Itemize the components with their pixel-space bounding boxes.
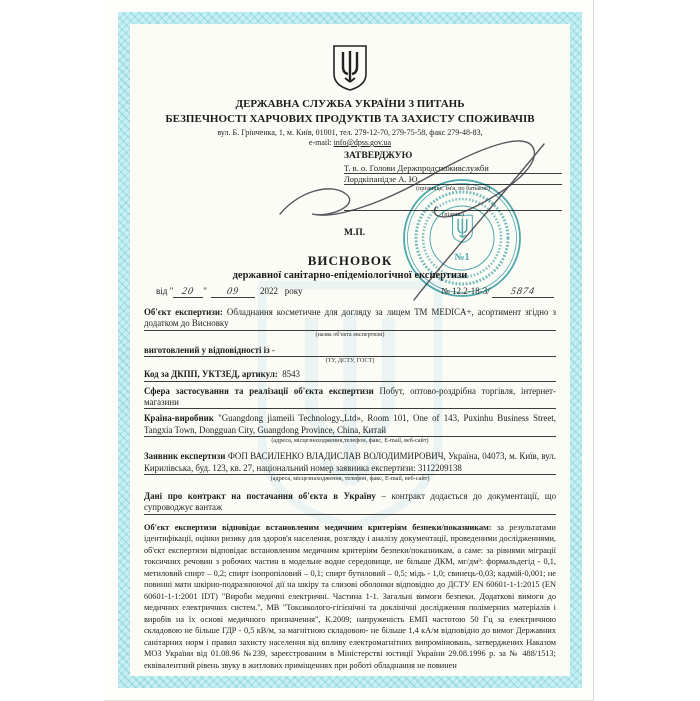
- date-number-row: [156, 286, 554, 298]
- field-applicant: [144, 451, 556, 475]
- document-subtitle: державної санітарно-епідеміологічної експертизи: [232, 270, 468, 281]
- approval-position: Т. в. о. Голови Держпродспоживслужби: [344, 163, 562, 174]
- form-fields: [144, 307, 556, 671]
- document-title: ВИСНОВОК: [307, 253, 393, 268]
- field-object-label: Об'єкт експертизи:: [144, 307, 223, 317]
- field-applicant-value: ФОП ВАСИЛЕНКО ВЛАДИСЛАВ ВОЛОДИМИРОВИЧ, Україна, 04073, м. Київ, вул. Кирилівська, буд. 123, кв. 27, національний номер заявника експертизи: 3112209138: [144, 451, 557, 473]
- seal-place-label: М.П.: [344, 228, 366, 238]
- agency-name-line1: ДЕРЖАВНА СЛУЖБА УКРАЇНИ З ПИТАНЬ: [235, 98, 465, 110]
- field-applicant-caption: (адреса, місцезнаходження, телефон, факс, E-mail, веб-сайт): [270, 475, 430, 483]
- field-accordance-label: виготовлений у відповідності із: [144, 344, 270, 355]
- agency-email-line: [130, 138, 570, 147]
- number-label: № 12.2-18-3/: [441, 286, 490, 296]
- field-object-caption: (назва об'єкта експертизи): [315, 330, 385, 338]
- field-scope-label: Сфера застосування та реалізації об'єкта експертизи: [144, 385, 374, 396]
- field-contract: [144, 491, 556, 515]
- field-object: [144, 307, 556, 331]
- field-scope-value: Побут, оптово-роздрібна торгівля, інтернет-магазини: [144, 385, 556, 408]
- field-accordance: [144, 345, 556, 357]
- field-scope: [144, 386, 556, 410]
- email-address: info@dpss.gov.ua: [333, 138, 392, 147]
- agency-name-line2: БЕЗПЕЧНОСТІ ХАРЧОВИХ ПРОДУКТІВ ТА ЗАХИСТУ СПОЖИВАЧІВ: [165, 113, 535, 125]
- field-code-value: 8543: [282, 369, 300, 380]
- field-manufacturer-value: "Guangdong jiameili Technology.,Ltd», Room 101, One of 143, Puxinhu Business Street, Tangxia Town, Dongguan City, Guangdong Province, China, Китай: [144, 413, 556, 435]
- date-day-handwritten: 20: [181, 286, 196, 297]
- certificate-border-frame: [118, 12, 582, 688]
- date-quote: ": [203, 286, 207, 296]
- field-code: [144, 369, 556, 381]
- date-year: 2022: [259, 286, 278, 296]
- agency-address: вул. Б. Грінченка, 1, м. Київ, 01001, тел. 279-12-70, 279-75-58, факс 279-48-83,: [217, 128, 483, 137]
- approval-title: ЗАТВЕРДЖУЮ: [344, 151, 413, 161]
- date-month-handwritten: 09: [226, 286, 241, 297]
- field-code-label: Код за ДКПП, УКТЗЕД, артикул:: [144, 369, 278, 380]
- date-suffix: року: [284, 286, 303, 296]
- field-manufacturer: [144, 413, 556, 437]
- field-accordance-value: -: [271, 344, 275, 355]
- assessment-paragraph: [144, 522, 556, 672]
- field-object-value: Обладнання косметичне для догляду за лицем ТМ MEDICA+, асортимент згідно з додатком до Висновку: [144, 307, 557, 329]
- approval-name: Лордкіпанідзе А. Ю.: [344, 174, 562, 185]
- field-manufacturer-label: Країна-виробник: [144, 413, 214, 424]
- number-group: [441, 286, 554, 298]
- assessment-label: Об'єкт експертизи відповідає встановленим медичним критеріям безпеки/показникам:: [144, 522, 492, 532]
- field-applicant-label: Заявник експертизи: [144, 451, 226, 462]
- email-label: e-mail:: [308, 138, 332, 147]
- field-contract-value: – контракт додається до документації, що супроводжує вантаж: [144, 491, 557, 513]
- field-contract-label: Дані про контракт на постачання об'єкта в Україну: [144, 491, 376, 502]
- field-accordance-caption: (ТУ, ДСТУ, ГОСТ): [325, 357, 375, 365]
- date-prefix: від ": [156, 286, 174, 296]
- stamp-number: №1: [454, 252, 470, 263]
- signature-caption: (підпис): [442, 211, 464, 218]
- ukraine-trident-emblem-icon: [130, 44, 570, 92]
- approval-name-caption: (прізвище, ім'я, по батькові): [416, 185, 490, 192]
- number-handwritten: 5874: [510, 286, 536, 297]
- assessment-text: за результатами ідентифікації, оцінки ризику для здоров'я населення, розгляду і аналізу документації, проведеними дослідженнями, об'єкт експертизи відповідає встановленим медичним критеріям безпеки/показникам, а саме: за рівнями міграції токсичних речовин з робочих частин в модельне водне середовище, не більше ДКМ, мг/дм³: формальдегід - 0,1, метиловий спирт – 0,2; спирт ізопропіловий – 0,1; спирт бутиловий – 0,5; мідь - 1,0; свинець-0,03; кадмій-0,001; не повинні мати шкірно-подразнюючої дії на шкіру та слизові оболонки відповідно до ДСТУ EN 60601-1-1:2015 (EN 60601-1-1:2001 IDT) "Вироби медичні електричні. Частина 1-1. Загальні вимоги безпеки. Додаткові вимоги до медичних електричних систем.", МВ "Токсиколого-гігієнічні та доклінічні дослідження полімерних матеріалів і виробів на їх основі медичного призначення", К.2009; напруженість ЕМП частотою 50 Гц за електричною складовою не більше ГДР - 0,5 кВ/м, за магнітною складовою- не більше 1,4 кА/м відповідно до вимог Державних санітарних норм і правил захисту населення від впливу електромагнітних випромінювань, затверджених Наказом МОЗ України від 01.08.96 №239, зареєстрованим в Міністерстві юстиції України 29.08.1996 р. за № 488/1513; еквівалентний рівень звуку в житлових приміщеннях при роботі обладнання не повинен: [144, 522, 556, 670]
- date-group: [156, 286, 302, 298]
- round-seal-icon: [398, 174, 526, 302]
- certificate-body: [130, 24, 570, 676]
- field-manufacturer-caption: (адреса, місцезнаходження,телефон, факс, E-mail, веб-сайт): [271, 437, 429, 445]
